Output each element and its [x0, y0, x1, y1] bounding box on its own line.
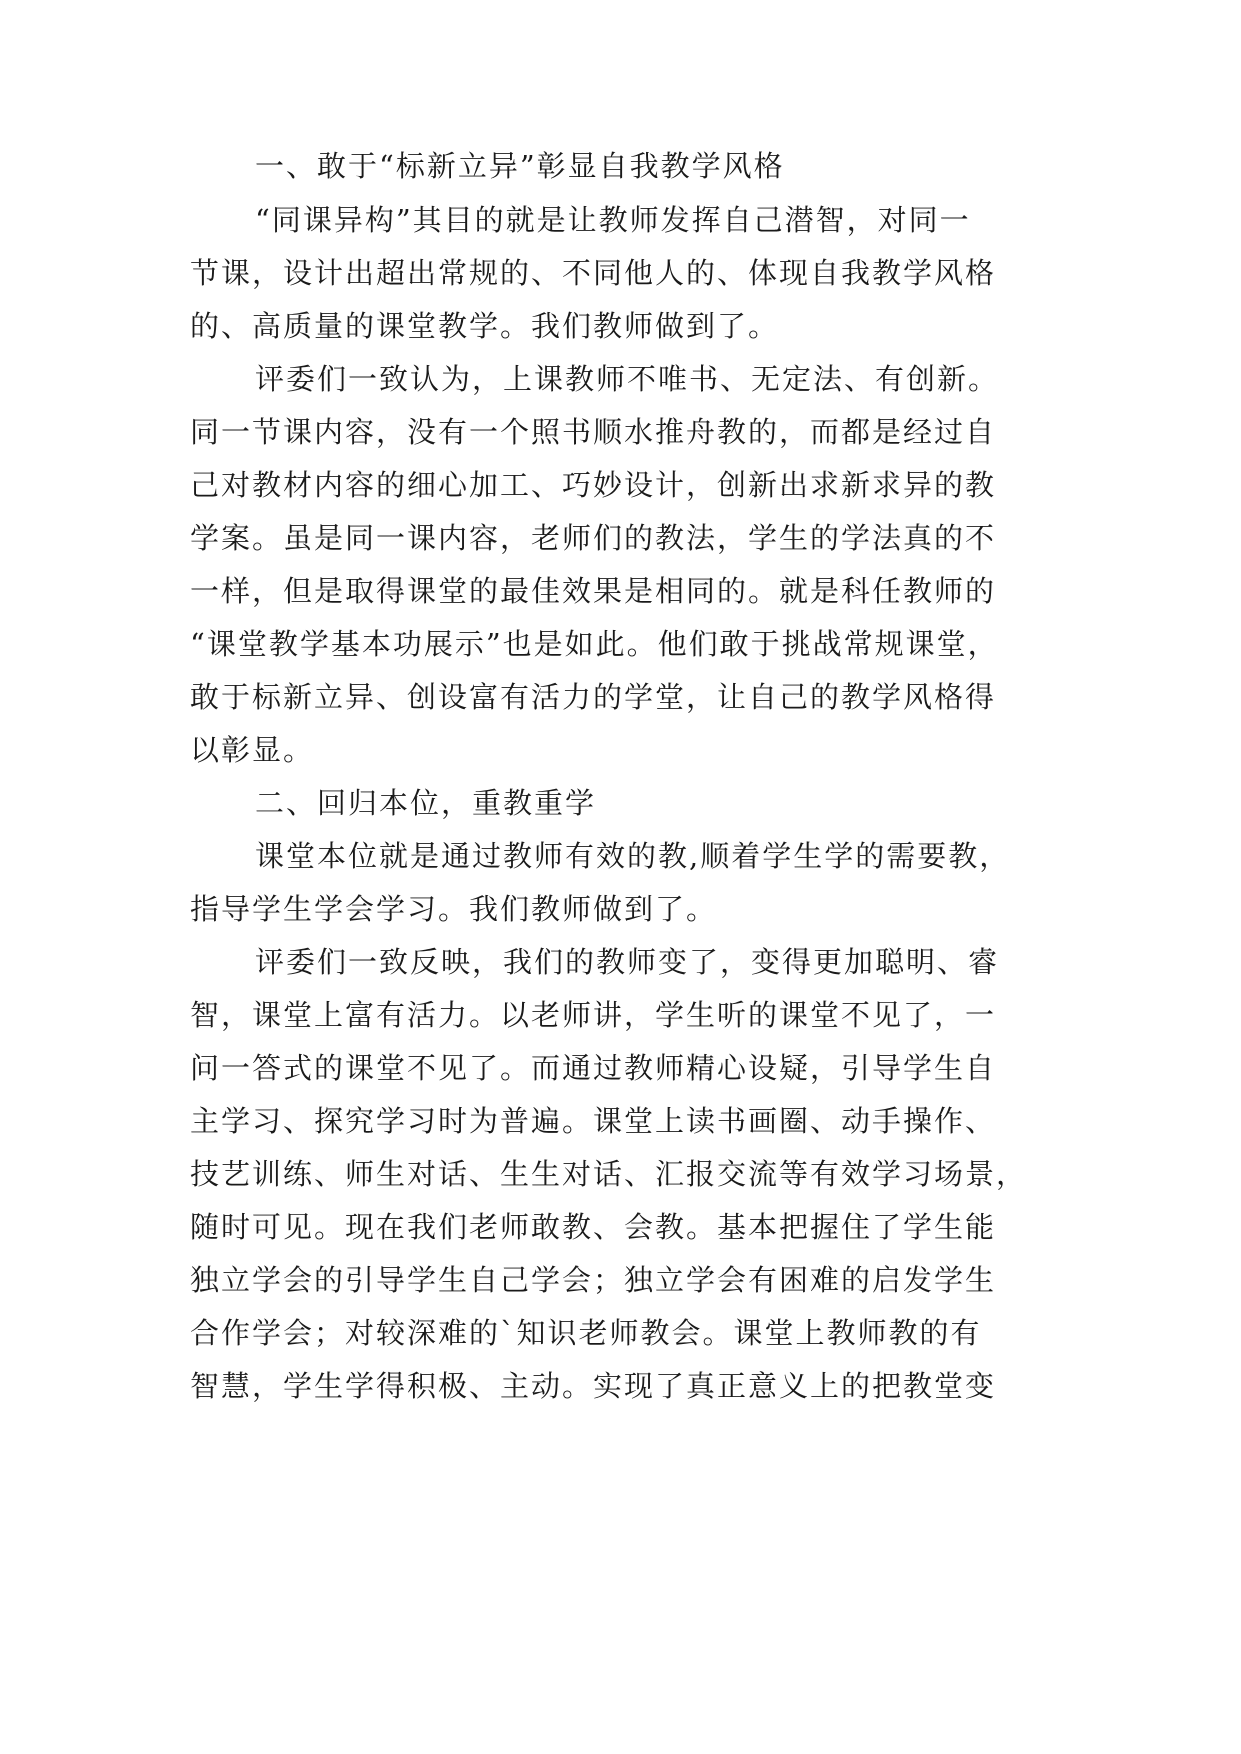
- paragraph-line: 同一节课内容，没有一个照书顺水推舟教的，而都是经过自: [190, 415, 997, 449]
- paragraph-line: 随时可见。现在我们老师敢教、会教。基本把握住了学生能: [190, 1210, 997, 1244]
- paragraph-line: 己对教材内容的细心加工、巧妙设计，创新出求新求异的教: [190, 468, 997, 502]
- paragraph-line: 以彰显。: [190, 733, 315, 767]
- paragraph-line: 主学习、探究学习时为普遍。课堂上读书画圈、动手操作、: [190, 1104, 997, 1138]
- paragraph-line: 智，课堂上富有活力。以老师讲，学生听的课堂不见了，一: [190, 998, 997, 1032]
- section-heading-2: 二、回归本位，重教重学: [255, 786, 597, 820]
- paragraph-line: 独立学会的引导学生自己学会；独立学会有困难的启发学生: [190, 1263, 997, 1297]
- section-heading-1: 一、敢于“标新立异”彰显自我教学风格: [255, 149, 785, 183]
- paragraph-line: 合作学会；对较深难的`知识老师教会。课堂上教师教的有: [190, 1316, 982, 1350]
- paragraph-line: 节课，设计出超出常规的、不同他人的、体现自我教学风格: [190, 256, 997, 290]
- paragraph-line: “同课异构”其目的就是让教师发挥自己潜智，对同一: [255, 203, 971, 237]
- paragraph-line: 课堂本位就是通过教师有效的教,顺着学生学的需要教，: [255, 839, 1011, 873]
- paragraph-line: “课堂教学基本功展示”也是如此。他们敢于挑战常规课堂，: [190, 627, 999, 661]
- paragraph-line: 评委们一致认为，上课教师不唯书、无定法、有创新。: [255, 362, 1000, 396]
- paragraph-line: 问一答式的课堂不见了。而通过教师精心设疑，引导学生自: [190, 1051, 997, 1085]
- paragraph-line: 指导学生学会学习。我们教师做到了。: [190, 892, 718, 926]
- paragraph-line: 的、高质量的课堂教学。我们教师做到了。: [190, 309, 780, 343]
- paragraph-line: 一样，但是取得课堂的最佳效果是相同的。就是科任教师的: [190, 574, 997, 608]
- paragraph-line: 评委们一致反映，我们的教师变了，变得更加聪明、睿: [255, 945, 1000, 979]
- paragraph-line: 敢于标新立异、创设富有活力的学堂，让自己的教学风格得: [190, 680, 997, 714]
- paragraph-line: 学案。虽是同一课内容，老师们的教法，学生的学法真的不: [190, 521, 997, 555]
- paragraph-line: 智慧，学生学得积极、主动。实现了真正意义上的把教堂变: [190, 1369, 997, 1403]
- paragraph-line: 技艺训练、师生对话、生生对话、汇报交流等有效学习场景，: [190, 1157, 1028, 1191]
